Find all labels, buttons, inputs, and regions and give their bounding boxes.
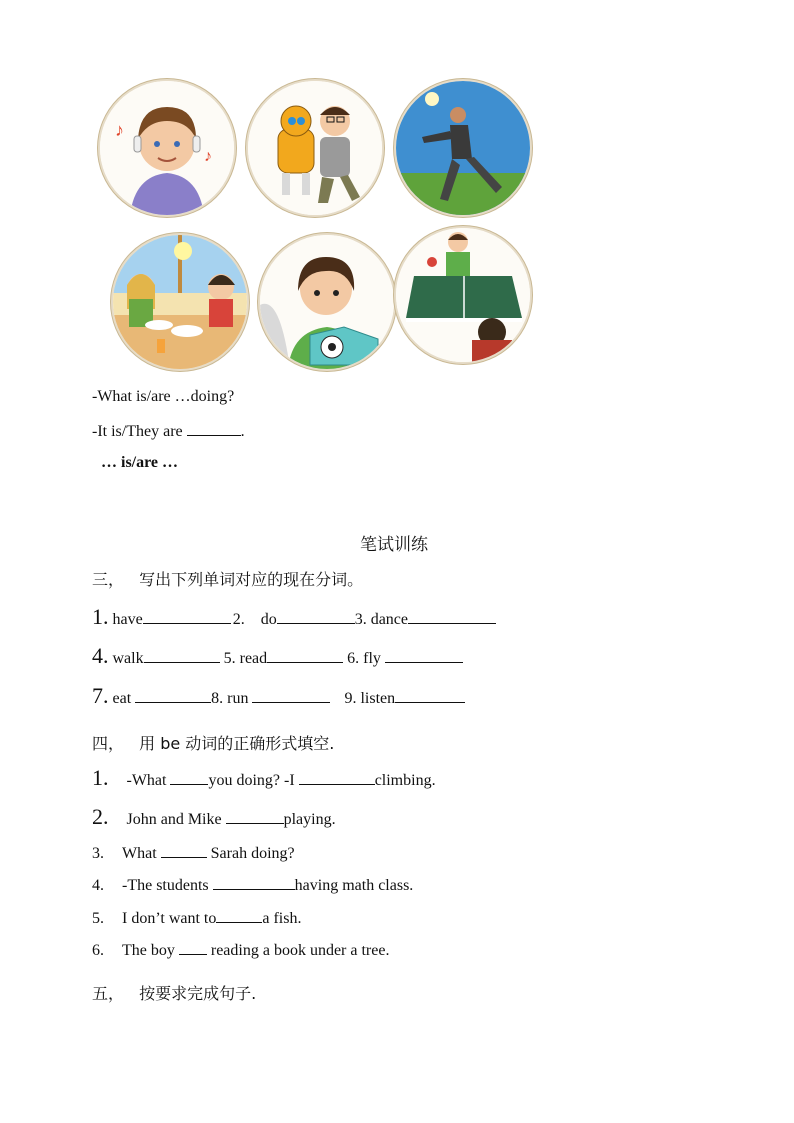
item-number: 3. [354, 611, 367, 628]
item-number: 6. [347, 650, 360, 667]
item-number: 2. [232, 611, 245, 628]
question-text: climbing. [374, 772, 436, 789]
picture-boys-playing-ping-pong [396, 228, 530, 362]
part4-question-6 [92, 940, 389, 960]
answer-blank[interactable] [216, 908, 262, 923]
question-text: you doing? -I [208, 772, 295, 789]
part4-heading [92, 731, 334, 754]
answer-blank[interactable] [187, 421, 241, 436]
dialog-answer-suffix: . [240, 423, 245, 440]
question-text: reading a book under a tree. [210, 942, 390, 959]
item-word: dance [370, 611, 409, 628]
part3-heading-num: 三， [92, 570, 125, 589]
dialog-answer-prefix: -It is/They are [92, 423, 183, 440]
item-number: 8. [211, 690, 224, 707]
part4-question-4 [92, 875, 413, 895]
item-number: 4. [92, 643, 109, 668]
picture-boy-reading-book [260, 235, 394, 369]
dialog-question: -What is/are …doing? [92, 388, 235, 405]
answer-blank[interactable] [395, 688, 465, 703]
item-number: 5. [223, 650, 236, 667]
item-number: 6. [92, 942, 104, 959]
question-text: What [122, 845, 157, 862]
answer-blank[interactable] [252, 688, 330, 703]
answer-blank[interactable] [161, 843, 207, 858]
part3-row-2 [92, 643, 463, 669]
part3-heading-text: 写出下列单词对应的现在分词。 [139, 570, 364, 589]
part4-question-2 [92, 804, 336, 830]
answer-blank[interactable] [226, 809, 284, 824]
answer-blank[interactable] [143, 609, 231, 624]
item-word: fly [363, 650, 381, 667]
item-word: listen [360, 690, 396, 707]
item-word: eat [112, 690, 132, 707]
item-number: 5. [92, 910, 104, 927]
question-text: playing. [283, 811, 336, 828]
part4-question-5 [92, 908, 301, 928]
answer-blank[interactable] [299, 770, 375, 785]
part3-row-1 [92, 604, 496, 630]
item-number: 9. [344, 690, 357, 707]
answer-blank[interactable] [179, 940, 207, 955]
item-number: 1. [92, 765, 109, 790]
question-text: a fish. [262, 910, 302, 927]
answer-blank[interactable] [135, 688, 211, 703]
item-number: 1. [92, 604, 109, 629]
part5-heading-num: 五， [92, 984, 125, 1003]
item-word: run [227, 690, 249, 707]
picture-boy-listening-music [100, 81, 234, 215]
answer-blank[interactable] [277, 609, 355, 624]
part4-question-3 [92, 843, 295, 863]
question-text: -The students [122, 877, 209, 894]
answer-blank[interactable] [170, 770, 208, 785]
svg-text:♪: ♪ [204, 148, 212, 165]
question-text: Sarah doing? [210, 845, 295, 862]
item-number: 7. [92, 683, 109, 708]
question-text: -What [126, 772, 167, 789]
part3-heading [92, 567, 363, 590]
item-word: read [239, 650, 268, 667]
item-word: do [260, 611, 277, 628]
answer-blank[interactable] [144, 648, 220, 663]
answer-blank[interactable] [408, 609, 496, 624]
dialog-answer [92, 421, 245, 441]
picture-girls-eating-dinner [113, 235, 247, 369]
item-word: have [112, 611, 143, 628]
question-text: John and Mike [126, 811, 222, 828]
part4-heading-num: 四， [92, 734, 125, 753]
part4-heading-text: 用 be 动词的正确形式填空. [139, 734, 335, 753]
answer-blank[interactable] [267, 648, 343, 663]
svg-text:♪: ♪ [115, 120, 124, 140]
question-text: The boy [122, 942, 175, 959]
answer-blank[interactable] [385, 648, 463, 663]
item-number: 4. [92, 877, 104, 894]
part5-heading [92, 981, 256, 1004]
section-title: 笔试训练 [360, 535, 428, 555]
picture-robot-dancing [248, 81, 382, 215]
picture-man-doing-taichi [396, 81, 530, 215]
part5-heading-text: 按要求完成句子. [139, 984, 257, 1003]
item-word: walk [112, 650, 144, 667]
item-number: 3. [92, 845, 104, 862]
dialog-hint: … is/are … [101, 454, 179, 471]
question-text: I don’t want to [122, 910, 217, 927]
item-number: 2. [92, 804, 109, 829]
question-text: having math class. [294, 877, 414, 894]
part4-question-1 [92, 765, 436, 791]
part3-row-3 [92, 683, 465, 709]
answer-blank[interactable] [213, 875, 295, 890]
